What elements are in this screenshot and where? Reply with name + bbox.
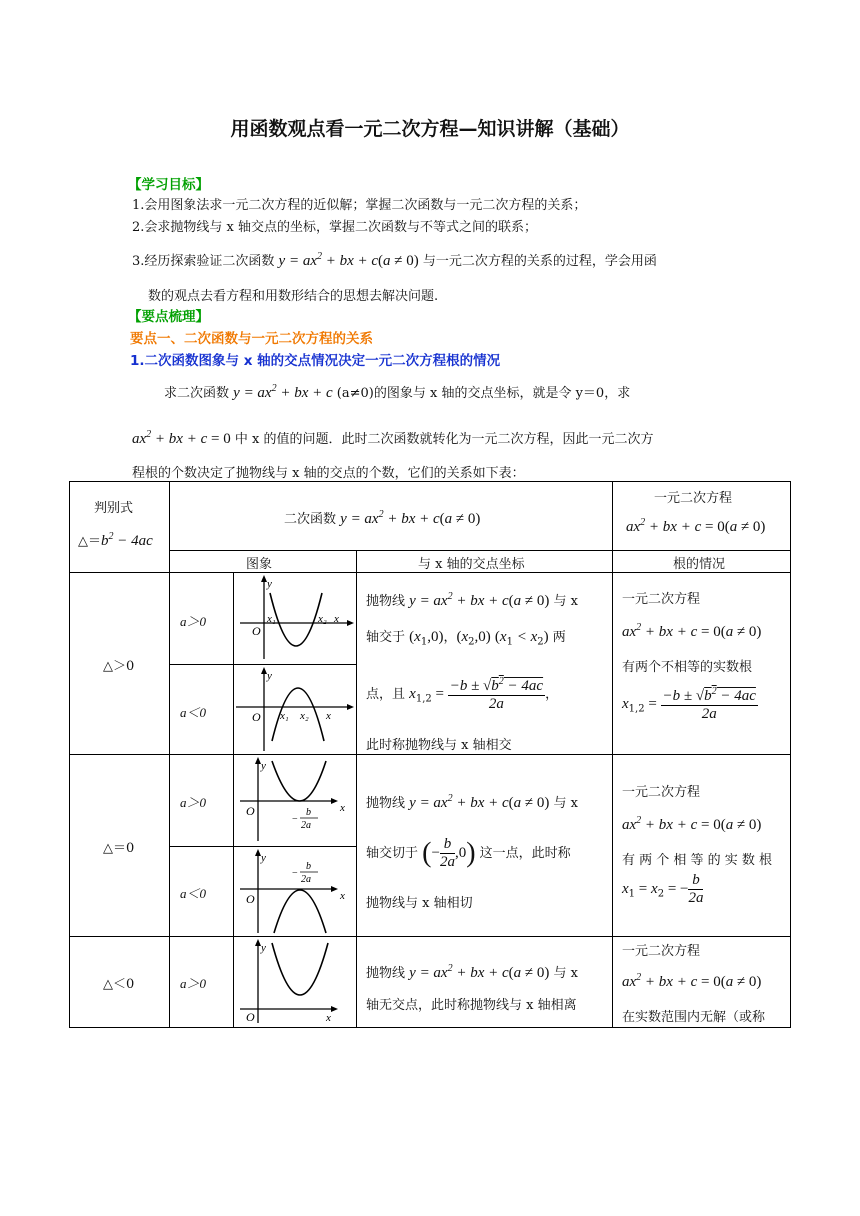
row2-roots-formula: $x_1 = x_2$ = − $\frac{b}{2a}$	[622, 872, 704, 906]
row1-conclusion: 此时称抛物线与 x 轴相交	[366, 738, 512, 753]
y-axis-label: y	[261, 760, 266, 772]
row1-roots-formula: $x_{1,2}$ = $\frac{-b \pm √b^2 - 4ac}{2a}$	[622, 686, 756, 722]
x1-label: x₁	[280, 710, 289, 722]
row1-equation-formula: $ax^2$ + bx + c = 0(a ≠ 0)	[622, 622, 762, 640]
header-intersection: 与 x 轴的交点坐标	[418, 557, 525, 572]
header-equation: 一元二次方程	[654, 491, 733, 506]
y-axis-label: y	[267, 578, 272, 590]
row2-equation-formula: $ax^2$ + bx + c = 0(a ≠ 0)	[622, 815, 762, 833]
row3-intersection-text: 抛物线 $y = ax^2$ + bx + c(a ≠ 0) 与 x	[366, 963, 578, 981]
row1-equation-label: 一元二次方程	[622, 592, 701, 607]
row2-intersection-text: 抛物线 $y = ax^2$ + bx + c(a ≠ 0) 与 x	[366, 793, 578, 811]
x-axis-label: x	[340, 802, 345, 814]
objective-3: 3.经历探索验证二次函数 $y = ax^2$ + bx + c(a ≠ 0) 与一元二次方程的关系的过程，学会用函	[132, 251, 657, 269]
vertex-num: b	[306, 807, 311, 818]
objective-1: 1.会用图象法求一元二次方程的近似解；掌握二次函数与一元二次方程的关系；	[132, 198, 587, 213]
row1-intersection-points: 轴交于 $(x_1,0)$，$(x_2,0) (x_1 < x_2)$ 两	[366, 629, 566, 648]
row3-equation-formula: $ax^2$ + bx + c = 0(a ≠ 0)	[622, 972, 762, 990]
row1-roots-text: 有两个不相等的实数根	[622, 660, 753, 675]
row2-equation-label: 一元二次方程	[622, 785, 701, 800]
origin-label: O	[246, 1010, 255, 1024]
header-graph: 图象	[246, 557, 273, 572]
origin-label: O	[252, 624, 261, 638]
row1a-a-condition: a＞0	[180, 614, 207, 629]
y-axis-label: y	[267, 670, 272, 682]
row3-conclusion: 轴无交点，此时称抛物线与 x 轴相离	[366, 998, 577, 1013]
row2a-a-condition: a＞0	[180, 795, 207, 810]
y-axis-label: y	[261, 852, 266, 864]
row2-tangent-point: 轴交切于 (− $\frac{b}{2a}$ ,0) 这一点，此时称	[366, 836, 571, 870]
objectives-heading: 【学习目标】	[128, 177, 209, 193]
graph-no-roots-upward	[234, 937, 356, 1027]
row2-discriminant: △＝0	[103, 841, 135, 856]
row3-roots-text: 在实数范围内无解（或称	[622, 1010, 766, 1025]
row1-discriminant: △＞0	[103, 659, 135, 674]
summary-heading: 【要点梳理】	[128, 309, 209, 325]
origin-label: O	[246, 892, 255, 906]
paragraph-1: 求二次函数 $y = ax^2$ + bx + c (a≠0)的图象与 x 轴的交点坐标，就是令 y＝0，求	[164, 383, 631, 401]
origin-label: O	[246, 804, 255, 818]
row3-equation-label: 一元二次方程	[622, 944, 701, 959]
paragraph-3: 程根的个数决定了抛物线与 x 轴的交点的个数，它们的关系如下表：	[132, 466, 525, 481]
x-axis-label: x	[334, 613, 339, 625]
page-title: 用函数观点看一元二次方程—知识讲解（基础）	[230, 118, 630, 140]
sub-heading-1: 1.二次函数图象与 x 轴的交点情况决定一元二次方程根的情况	[130, 353, 501, 369]
header-equation-formula: $ax^2$ + bx + c = 0(a ≠ 0)	[626, 517, 766, 535]
row1-intersection-text: 抛物线 $y = ax^2$ + bx + c(a ≠ 0) 与 x	[366, 591, 578, 609]
origin-label: O	[252, 710, 261, 724]
x-axis-label: x	[340, 890, 345, 902]
row2-roots-text: 有 两 个 相 等 的 实 数 根	[622, 853, 773, 868]
row2b-a-condition: a＜0	[180, 886, 207, 901]
vertex-num: b	[306, 861, 311, 872]
header-roots: 根的情况	[673, 557, 726, 572]
graph-two-roots-downward	[234, 665, 356, 754]
vertex-den: 2a	[301, 874, 311, 885]
x-axis-label: x	[326, 1012, 331, 1024]
x1-label: x₁	[267, 613, 276, 625]
x2-label: x₂	[318, 613, 327, 625]
graph-one-root-upward	[234, 755, 356, 846]
graph-one-root-downward	[234, 847, 356, 936]
graph-two-roots-upward	[234, 573, 356, 664]
row1-root-formula: 点，且 $x_{1,2}$ = $\frac{-b \pm √b^2 - 4ac}{2a}$ ，	[366, 676, 559, 712]
row1b-a-condition: a＜0	[180, 705, 207, 720]
objective-3-cont: 数的观点去看方程和用数形结合的思想去解决问题.	[148, 289, 439, 304]
paragraph-2: $ax^2$ + bx + c = 0 中 x 的值的问题．此时二次函数就转化为一元二次方程，因此一元二次方	[132, 429, 654, 447]
vertex-den: 2a	[301, 820, 311, 831]
row2-conclusion: 抛物线与 x 轴相切	[366, 896, 473, 911]
point-one-heading: 要点一、二次函数与一元二次方程的关系	[130, 331, 373, 347]
row3-discriminant: △＜0	[103, 977, 135, 992]
svg-text:−: −	[292, 814, 298, 825]
x2-label: x₂	[300, 710, 309, 722]
header-discriminant-formula: $\triangle=b^2 - 4ac$	[78, 531, 153, 549]
x-axis-label: x	[326, 710, 331, 722]
objective-2: 2.会求抛物线与 x 轴交点的坐标，掌握二次函数与不等式之间的联系；	[132, 220, 537, 235]
header-discriminant: 判别式	[94, 501, 134, 516]
header-function: 二次函数 $y = ax^2$ + bx + c(a ≠ 0)	[284, 509, 481, 527]
y-axis-label: y	[261, 942, 266, 954]
row3-a-condition: a＞0	[180, 976, 207, 991]
svg-text:−: −	[292, 868, 298, 879]
